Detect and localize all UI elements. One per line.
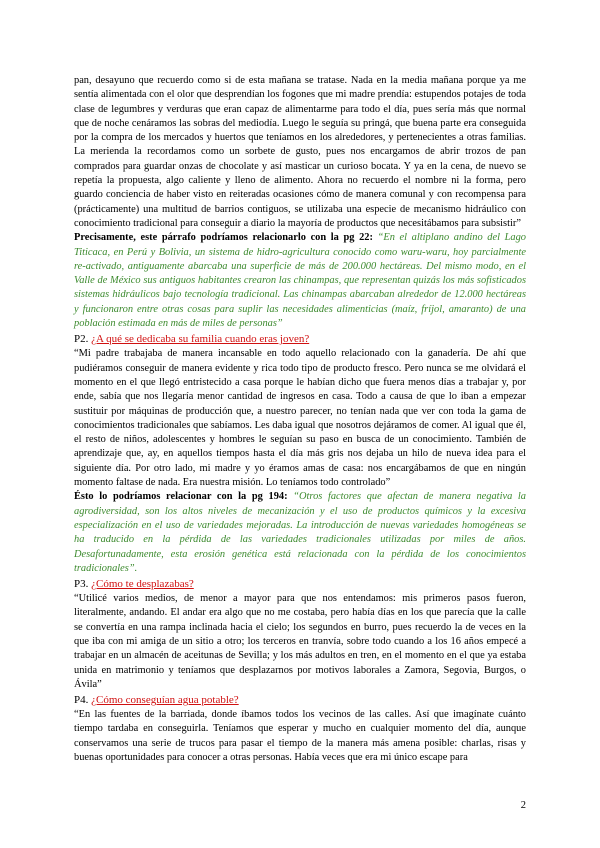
question-text: ¿Cómo conseguían agua potable?: [91, 694, 239, 707]
question-number: P2.: [74, 333, 89, 346]
answer-paragraph-continued: pan, desayuno que recuerdo como si de esta mañana se tratase. Nada en la media mañana porque ya me sentía alimentada con el olor que desprendían los fogones que mi madre prendía: estupendos potajes de toda clase de legumbres y verduras que eran capaz de alimentarme para todo el día, pues sería más que normal que de noche cenáramos las sobras del mediodía. Luego le seguía su pringá, que buena parte era conseguida por la compra de los mercados y huertos que teníamos en los alrededores, y pertenecientes a otras familias. La merienda la recordamos como un sorbete de gusto, pues nos encargamos de abrir trozos de pan comprados para guardar onzas de chocolate y así masticar un curioso bocata. Y ya en la cena, de nuevo se repetía la propuesta, algo caliente y lleno de alimento. Ahora no recuerdo el nombre ni la forma, pero guardo conciencia de haber visto en reiteradas ocasiones cómo de manera comunal y con recompensa para (prácticamente) una multitud de barrios contiguos, se utilizaba una especie de mecanismo hidráulico con conocimiento tradicional para conseguir a diario la mayoría de productos que necesitábamos para subsistir”: [74, 75, 526, 229]
reference-lead: Ésto lo podríamos relacionar con la pg 194:: [74, 491, 288, 503]
reference-lead: Precisamente, este párrafo podríamos relacionarlo con la pg 22:: [74, 232, 373, 244]
reference-quote: “Otros factores que afectan de manera negativa la agrodiversidad, son los altos niveles de mecanización y el uso de productos químicos y la excesiva especialización en el uso de variedades mejoradas. La introducción de nuevas variedades homogéneas se ha traducido en la pérdida de las variedades tradicionales utilizadas por miles de años. Desafortunadamente, esta erosión genética está relacionada con la pérdida de los conocimientos tradicionales”.: [74, 491, 527, 574]
page-number: 2: [520, 800, 526, 811]
answer-paragraph: “Mi padre trabajaba de manera incansable en todo aquello relacionado con la ganadería. De ahí que pudiéramos conseguir de manera evidente y rica todo tipo de producto fresco. Pero nunca se me olvidará el momento en el que llegó entristecido a casa porque le habían dicho que fuera menos días a trabajar y, por ende, sabía que nos llegaría menor cantidad de ingresos en casa. Todo a causa de que lo iban a empezar sustituir por máquinas de producción que, a nuestro parecer, no tenían nada que ver con toda la gama de conocimientos tradicionales que sabíamos. Les daba igual que nosotros dejáramos de comer. Al igual que él, el resto de niños, adolescentes y hombres le seguían su paso en busca de un conocimiento. También de aprendizaje que, ay, en aquellos tiempos hasta el día más gris nos dejaba un hilo de nueva idea para el siguiente día. Por otro lado, mi madre y yo éramos amas de casa: nos encargábamos de que en ningún momento faltase de nada. Era nuestra misión. Lo teníamos todo controlado”: [74, 348, 526, 489]
question-heading: [74, 577, 526, 592]
question-number: P3.: [74, 578, 89, 591]
question-number: P4.: [74, 694, 89, 707]
question-text: ¿Cómo te desplazabas?: [91, 578, 194, 591]
document-page: [74, 74, 526, 765]
question-heading: [74, 693, 526, 708]
question-text: ¿A qué se dedicaba su familia cuando eras joven?: [91, 333, 310, 346]
answer-paragraph: “En las fuentes de la barriada, donde íbamos todos los vecinos de las calles. Así que imagínate cuánto tiempo tardaba en conseguirla. Teníamos que esperar y mucho en cualquier momento del día, aunque conservamos una serie de trucos para pasar el tiempo de la manera más amena posible: charlas, risas y buenas oportunidades para conocer a otras personas. Había veces que era mi único escape para: [74, 709, 526, 764]
answer-paragraph: “Utilicé varios medios, de menor a mayor para que nos entendamos: mis primeros pasos fueron, literalmente, andando. El andar era algo que no me costaba, pero había días en los que parecía que la calle se convertía en una rampa inclinada hacia el cielo; los segundos en burro, pues recuerdo la de veces en la que iba con mi amiga de un sitio a otro; los terceros en tranvía, sobre todo cuando a los 16 años empecé a trabajar en un almacén de aceitunas de Sevilla; y los más adultos en tren, en el momento en el que ya estaba unida en matrimonio y teníamos que desplazarnos por motivos laborales a Zamora, Segovia, Burgos, o Ávila”: [74, 593, 526, 690]
reference-quote: “En el altiplano andino del Lago Titicaca, en Perú y Bolivia, un sistema de hidro-agricultura conocido como waru-waru, hoy parcialmente re-activado, antiguamente abarcaba una superficie de más de 200.000 hectáreas. Del mismo modo, en el Valle de México sus antiguos habitantes crearon las chinampas, que representan quizás los más sofisticados sistemas hidráulicos bajo tecnología tradicional. Las chinampas abarcaban alrededor de 12.000 hectáreas y funcionaron entre otras cosas para suplir las necesidades alimenticias (maíz, fríjol, amaranto) de una población estimada en más de miles de personas”: [74, 232, 526, 330]
reference-paragraph: [74, 490, 526, 576]
question-heading: [74, 332, 526, 347]
reference-paragraph: [74, 231, 526, 331]
